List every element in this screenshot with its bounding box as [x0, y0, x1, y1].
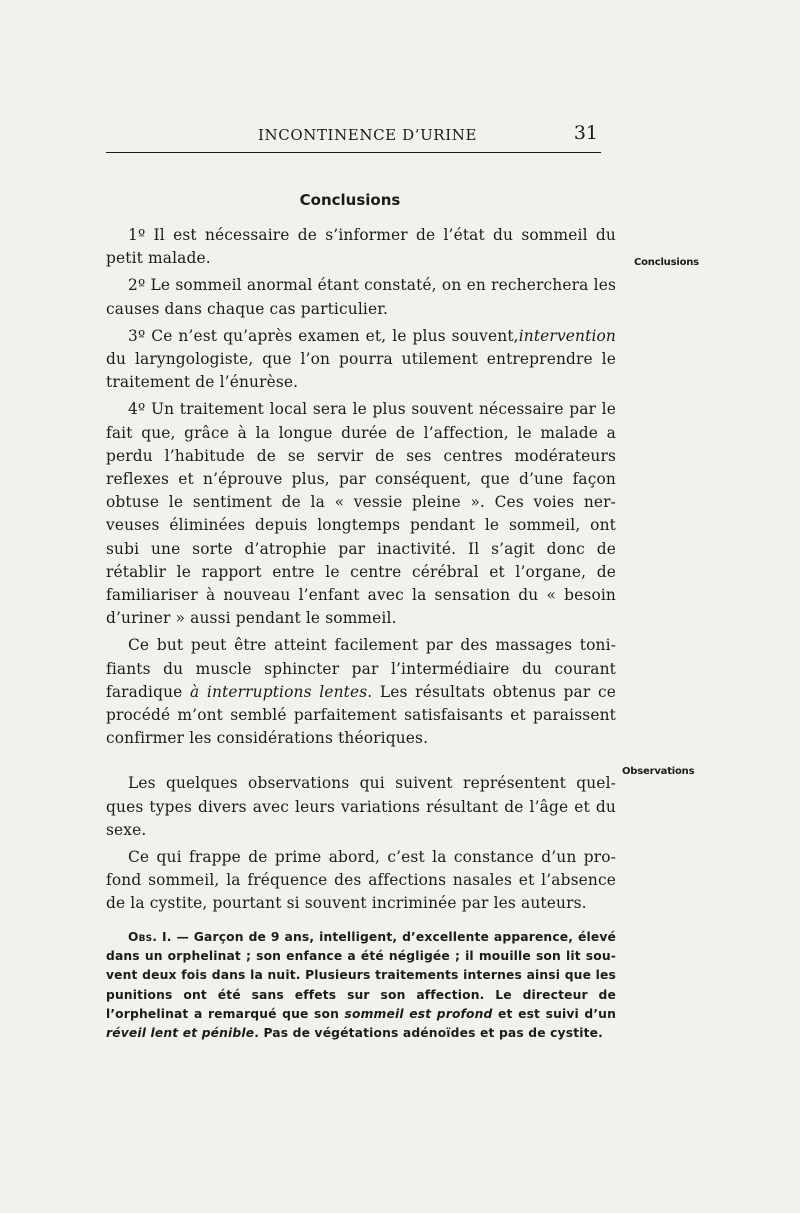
conclusion-3-start: 3º Ce n’est qu’après examen et, le plus souvent,: [128, 326, 519, 345]
header-rule: [106, 152, 601, 153]
page-number: 31: [573, 122, 598, 144]
conclusion-2: 2º Le sommeil anormal étant constaté, on en recherchera les causes dans chaque cas particulier.: [106, 276, 616, 318]
conclusion-4b-end: . Les résultats obtenus par ce procédé m’ont semblé parfaitement satisfaisants et paraissent confirmer les considérations théoriques.: [106, 682, 616, 748]
running-title: INCONTINENCE D’URINE: [258, 126, 478, 144]
observation-1-emphasis-b: réveil lent et pénible: [106, 1026, 255, 1041]
conclusion-3-end: du laryngologiste, que l’on pourra utilement entreprendre le traitement de l’énurèse.: [106, 350, 616, 392]
running-header: [178, 122, 598, 152]
observation-1-text-b: et est suivi d’un: [492, 1006, 616, 1021]
conclusion-3-emphasis: intervention: [518, 326, 616, 345]
conclusion-3: [106, 325, 616, 395]
conclusion-4b-start: Ce but peut être atteint facilement par des massages toni-fiants du muscle sphincter par l’intermédiaire du courant faradique: [106, 636, 616, 701]
margin-note-observations: Observations: [622, 766, 695, 777]
margin-note-conclusions: Conclusions: [634, 257, 699, 268]
observations-intro-1: Les quelques observations qui suivent représentent quel-ques types divers avec leurs variations résultant de l’âge et du sexe.: [106, 774, 616, 839]
section-heading: Conclusions: [299, 191, 401, 209]
observation-1: [106, 928, 616, 1044]
conclusion-1: 1º Il est nécessaire de s’informer de l’état du sommeil du petit malade.: [106, 226, 616, 268]
observation-1-text-a: — Garçon de 9 ans, intelligent, d’excellente apparence, élevé dans un orphelinat ; son enfance a été négligée ; il mouille son lit sou-vent deux fois dans la nuit. Plusieurs traitements internes ainsi que les punitions ont été sans effets sur son affection. Le directeur de l’orphelinat a remarqué que son: [106, 929, 616, 1021]
observations-intro-2: Ce qui frappe de prime abord, c’est la constance d’un pro-fond sommeil, la fréquence des affections nasales et l’absence de la cystite, pourtant si souvent incriminée par les auteurs.: [106, 848, 616, 913]
observation-1-label: Obs. I.: [128, 929, 172, 944]
observation-1-text-c: . Pas de végétations adénoïdes et pas de cystite.: [254, 1026, 603, 1041]
conclusion-4b-emphasis: à interruptions lentes: [190, 682, 368, 701]
body-text: [106, 224, 616, 1043]
conclusion-4: 4º Un traitement local sera le plus souvent nécessaire par le fait que, grâce à la longue durée de l’affection, le malade a perdu l’habitude de se servir de ses centres modérateurs reflexes et n’éprouve plus, par conséquent, que d’une façon obtuse le sentiment de la « vessie pleine ». Ces voies ner-veuses éliminées depuis longtemps pendant le sommeil, ont subi une sorte d’atrophie par inactivité. Il s’agit donc de rétablir le rapport entre le centre cérébral et l’organe, de familiariser à nouveau l’enfant avec la sensation du « besoin d’uriner » aussi pendant le sommeil.: [106, 400, 616, 628]
conclusion-4-continued: [106, 634, 616, 750]
observation-1-emphasis-a: sommeil est profond: [344, 1006, 493, 1021]
